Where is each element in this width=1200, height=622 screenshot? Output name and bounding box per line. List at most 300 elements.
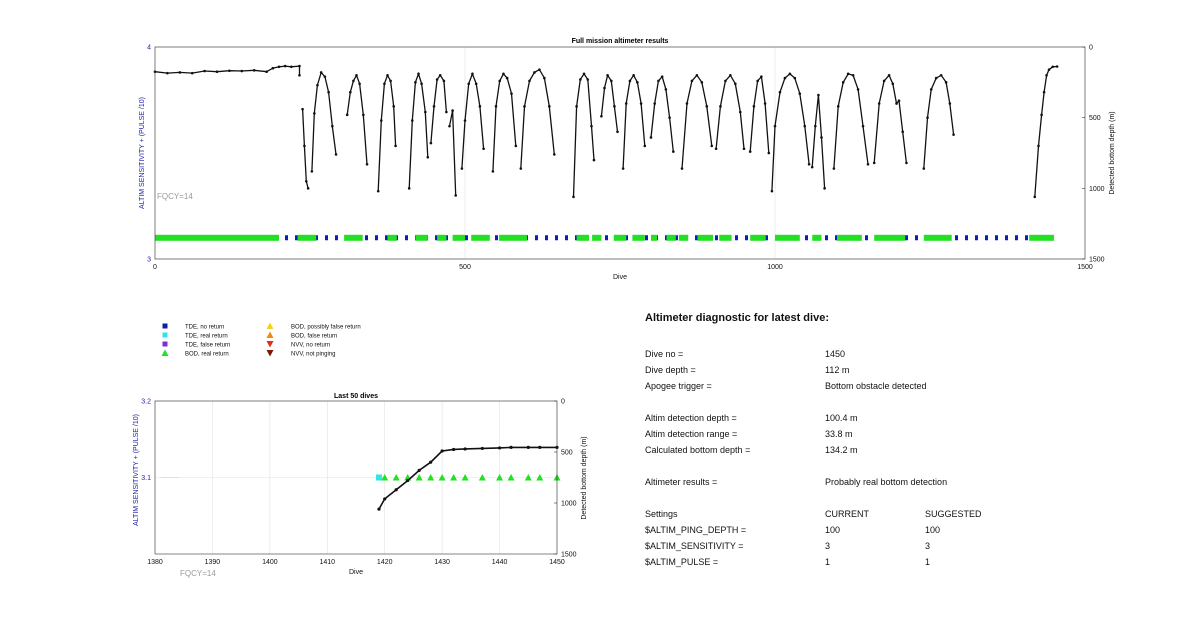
depth-point: [461, 167, 464, 170]
x-tick-label: 1500: [1077, 264, 1093, 271]
depth-point: [358, 82, 361, 85]
depth-point: [657, 80, 660, 83]
status-bod-real-return-segment: [344, 235, 363, 241]
depth-point: [771, 190, 774, 193]
depth-point: [346, 114, 349, 117]
legend-label: TDE, false return: [185, 342, 231, 349]
main-chart-xlabel: Dive: [612, 274, 628, 281]
depth-trace-segment: [601, 75, 617, 132]
depth-point: [538, 446, 541, 449]
status-bod-real-return-segment: [750, 235, 766, 241]
depth-point: [644, 145, 647, 148]
status-bod-real-return-segment: [577, 235, 589, 241]
depth-point: [362, 114, 365, 117]
diag-row-dive-depth: [645, 362, 1185, 378]
depth-point: [386, 74, 389, 77]
depth-point: [543, 77, 546, 80]
depth-point: [719, 105, 722, 108]
depth-point: [509, 446, 512, 449]
depth-point: [784, 77, 787, 80]
depth-point: [241, 70, 244, 73]
status-bod-real-return-segment: [388, 235, 397, 241]
depth-point: [366, 163, 369, 166]
legend-label: BOD, real return: [185, 351, 229, 358]
depth-trace-segment: [1035, 67, 1057, 197]
depth-point: [945, 81, 948, 84]
depth-point: [394, 145, 397, 148]
legend-marker-triangle-up: [267, 323, 274, 330]
depth-point: [253, 69, 256, 72]
small-chart-ylabel: ALTIM SENSITIVITY + (PULSE /10): [133, 414, 140, 526]
depth-point: [414, 81, 417, 84]
depth-point: [1043, 91, 1046, 94]
depth-point: [901, 131, 904, 134]
diag-value: 33.8 m: [825, 429, 853, 439]
main-chart: [139, 38, 1116, 281]
depth-trace-segment: [521, 70, 555, 169]
depth-point: [320, 71, 323, 74]
depth-point: [377, 190, 380, 193]
depth-point: [603, 87, 606, 90]
depth-point: [610, 80, 613, 83]
status-bod-real-return-segment: [1029, 235, 1054, 241]
depth-point: [768, 152, 771, 155]
status-tde-real-return-marker: [376, 475, 382, 481]
depth-point: [760, 75, 763, 78]
depth-point: [492, 170, 495, 173]
small-chart-depth-trace: [377, 446, 558, 511]
depth-point: [862, 125, 865, 128]
depth-point: [905, 162, 908, 165]
depth-trace-segment: [574, 74, 595, 197]
depth-point: [949, 102, 952, 105]
depth-point: [290, 65, 293, 68]
depth-point: [814, 125, 817, 128]
depth-point: [625, 102, 628, 105]
depth-point: [498, 446, 501, 449]
depth-point: [502, 73, 505, 76]
diag-value: 1450: [825, 349, 846, 359]
x-tick-label: 1440: [491, 559, 508, 566]
y2-tick-label: 0: [561, 398, 565, 406]
depth-point: [1033, 196, 1036, 199]
diagnostic-heading: Altimeter diagnostic for latest dive:: [645, 312, 829, 324]
depth-point: [1040, 114, 1043, 117]
depth-point: [883, 80, 886, 83]
x-tick-label: 1380: [147, 559, 163, 566]
depth-point: [495, 105, 498, 108]
depth-point: [433, 105, 436, 108]
depth-point: [691, 80, 694, 83]
y2-tick-label: 1000: [561, 500, 577, 508]
depth-trace-segment: [378, 75, 395, 191]
depth-point: [926, 116, 929, 119]
diag-value: 112 m: [825, 365, 850, 375]
settings-header: Settings: [645, 509, 678, 519]
depth-point: [272, 67, 275, 70]
depth-point: [408, 187, 411, 190]
depth-point: [895, 102, 898, 105]
main-chart-y2label: Detected bottom depth (m): [1109, 111, 1116, 195]
small-chart-fqcy-annotation: FQCY=14: [180, 569, 216, 578]
depth-point: [681, 167, 684, 170]
small-chart: [133, 393, 588, 578]
depth-point: [823, 187, 826, 190]
depth-point: [867, 163, 870, 166]
depth-point: [833, 167, 836, 170]
depth-point: [710, 145, 713, 148]
depth-point: [498, 80, 501, 83]
x-tick-label: 500: [459, 264, 471, 271]
depth-point: [579, 78, 582, 81]
y2-tick-label: 500: [1089, 115, 1101, 123]
depth-point: [686, 102, 689, 105]
settings-current: 100: [825, 525, 841, 535]
depth-point: [852, 74, 855, 77]
depth-point: [523, 105, 526, 108]
settings-current: 3: [825, 541, 831, 551]
legend-label: NVV, no return: [291, 342, 331, 349]
y-tick-label: 3: [147, 256, 151, 264]
y-tick-label: 3.2: [141, 398, 151, 406]
depth-point: [278, 65, 281, 68]
main-chart-title: Full mission altimeter results: [571, 38, 669, 45]
small-chart-y2label: Detected bottom depth (m): [581, 436, 588, 520]
diag-row-apogee-trigger: [645, 378, 1185, 394]
depth-point: [284, 65, 287, 68]
depth-point: [429, 461, 432, 464]
depth-point: [311, 170, 314, 173]
depth-trace-segment: [493, 74, 516, 171]
depth-point: [590, 125, 593, 128]
status-bod-real-return-segment: [592, 235, 601, 241]
status-bod-real-return-segment: [812, 235, 821, 241]
depth-trace-segment: [682, 75, 712, 168]
depth-point: [179, 71, 182, 74]
depth-point: [764, 102, 767, 105]
depth-point: [923, 167, 926, 170]
depth-trace-segment: [834, 74, 868, 169]
depth-point: [799, 92, 802, 95]
diag-label: Calculated bottom depth =: [645, 445, 751, 455]
depth-point: [873, 162, 876, 165]
depth-point: [935, 77, 938, 80]
depth-point: [808, 163, 811, 166]
depth-point: [298, 74, 301, 77]
depth-point: [672, 150, 675, 153]
x-tick-label: 0: [153, 264, 157, 271]
depth-point: [779, 91, 782, 94]
status-bod-real-return-segment: [632, 235, 644, 241]
depth-point: [349, 91, 352, 94]
depth-point: [441, 449, 444, 452]
depth-point: [892, 82, 895, 85]
y2-tick-label: 1000: [1089, 185, 1105, 193]
main-chart-depth-trace: [154, 65, 1059, 198]
depth-point: [650, 136, 653, 139]
depth-point: [324, 75, 327, 78]
depth-point: [857, 88, 860, 91]
legend: [162, 323, 361, 358]
x-tick-label: 1420: [376, 559, 393, 566]
depth-point: [471, 73, 474, 76]
depth-point: [392, 105, 395, 108]
depth-point: [1051, 65, 1054, 68]
depth-point: [538, 68, 541, 71]
diag-value: Probably real bottom detection: [825, 477, 948, 487]
depth-point: [389, 80, 392, 83]
depth-point: [380, 119, 383, 122]
legend-label: TDE, real return: [185, 333, 228, 340]
depth-point: [228, 69, 231, 72]
depth-point: [837, 105, 840, 108]
depth-point: [622, 167, 625, 170]
depth-point: [952, 133, 955, 136]
diag-label: Altim detection range =: [645, 429, 738, 439]
y2-tick-label: 500: [561, 449, 573, 457]
status-bod-real-return-segment: [298, 235, 317, 241]
depth-point: [616, 131, 619, 134]
status-bod-real-return-segment: [471, 235, 490, 241]
depth-point: [436, 78, 439, 81]
depth-point: [520, 167, 523, 170]
depth-point: [1045, 74, 1048, 77]
diag-row-altimeter-results: [645, 474, 1185, 490]
depth-point: [527, 446, 530, 449]
status-bod-real-return-segment: [155, 235, 279, 241]
depth-point: [575, 105, 578, 108]
diag-value: Bottom obstacle detected: [825, 381, 927, 391]
depth-point: [203, 70, 206, 73]
depth-trace-segment: [312, 72, 336, 171]
main-chart-status-bars: [155, 235, 1054, 241]
depth-point: [510, 92, 513, 95]
depth-point: [888, 74, 891, 77]
x-tick-label: 1410: [319, 559, 336, 566]
depth-point: [335, 153, 338, 156]
depth-point: [454, 194, 457, 197]
small-chart-title: Last 50 dives: [334, 393, 378, 400]
depth-trace-segment: [347, 75, 367, 164]
y-tick-label: 3.1: [141, 475, 151, 482]
depth-point: [586, 78, 589, 81]
status-bod-real-return-segment: [698, 235, 714, 241]
depth-point: [464, 119, 467, 122]
depth-point: [515, 145, 518, 148]
depth-point: [352, 80, 355, 83]
status-bod-real-return-segment: [614, 235, 626, 241]
depth-point: [743, 147, 746, 150]
depth-trace-segment: [772, 74, 809, 191]
status-bod-real-return-segment: [874, 235, 905, 241]
small-chart-xlabel: Dive: [348, 569, 364, 576]
depth-trace-segment: [303, 109, 309, 188]
depth-point: [729, 74, 732, 77]
depth-point: [724, 80, 727, 83]
diag-label: Dive depth =: [645, 365, 696, 375]
depth-point: [583, 73, 586, 76]
depth-point: [451, 109, 454, 112]
depth-trace-segment: [750, 77, 769, 153]
depth-point: [613, 105, 616, 108]
depth-point: [265, 70, 268, 73]
settings-current: 1: [825, 557, 831, 567]
diag-row-detection-range: [645, 426, 1185, 442]
depth-point: [298, 65, 301, 68]
depth-point: [632, 74, 635, 77]
depth-point: [316, 84, 319, 87]
depth-point: [445, 111, 448, 114]
depth-point: [548, 105, 551, 108]
depth-point: [898, 99, 901, 102]
depth-point: [753, 105, 756, 108]
depth-point: [636, 81, 639, 84]
depth-trace-segment: [155, 66, 300, 75]
legend-marker-triangle-up: [162, 350, 169, 357]
depth-point: [448, 125, 451, 128]
depth-point: [424, 111, 427, 114]
settings-current-header: CURRENT: [825, 509, 869, 519]
settings-header-row: [645, 506, 1185, 522]
settings-label: $ALTIM_PULSE =: [645, 557, 719, 567]
status-bod-real-return-segment: [437, 235, 446, 241]
status-bod-real-return-segment: [651, 235, 657, 241]
diag-row-detection-depth: [645, 410, 1185, 426]
diag-value: 134.2 m: [825, 445, 858, 455]
legend-label: TDE, no return: [185, 324, 225, 331]
depth-point: [464, 447, 467, 450]
depth-point: [696, 74, 699, 77]
depth-trace-segment: [431, 75, 447, 143]
depth-point: [313, 112, 316, 115]
depth-point: [842, 81, 845, 84]
depth-point: [481, 447, 484, 450]
x-tick-label: 1400: [262, 559, 278, 566]
depth-point: [383, 497, 386, 500]
diag-label: Dive no =: [645, 349, 684, 359]
depth-point: [593, 159, 596, 162]
legend-label: BOD, false return: [291, 333, 338, 340]
settings-row-sensitivity: [645, 538, 1185, 554]
depth-point: [452, 448, 455, 451]
depth-point: [803, 125, 806, 128]
status-bod-real-return-segment: [679, 235, 688, 241]
status-bod-real-return-segment: [499, 235, 527, 241]
depth-point: [606, 74, 609, 77]
depth-point: [774, 125, 777, 128]
diag-label: Altimeter results =: [645, 477, 718, 487]
depth-point: [303, 145, 306, 148]
depth-point: [878, 102, 881, 105]
depth-trace-segment: [450, 111, 456, 196]
settings-label: $ALTIM_SENSITIVITY =: [645, 541, 744, 551]
depth-trace-segment: [623, 75, 645, 168]
settings-suggested: 1: [925, 557, 931, 567]
depth-point: [528, 80, 531, 83]
depth-point: [756, 80, 759, 83]
status-bod-real-return-segment: [415, 235, 427, 241]
depth-point: [355, 74, 358, 77]
depth-trace-segment: [409, 74, 428, 188]
depth-point: [1048, 68, 1051, 71]
depth-point: [475, 82, 478, 85]
depth-point: [734, 82, 737, 85]
depth-point: [789, 73, 792, 76]
x-tick-label: 1000: [767, 264, 783, 271]
legend-marker-triangle-down: [267, 350, 274, 357]
depth-point: [418, 469, 421, 472]
depth-point: [377, 508, 380, 511]
depth-point: [640, 102, 643, 105]
main-chart-frame: [155, 47, 1085, 259]
depth-point: [706, 105, 709, 108]
settings-suggested: 3: [925, 541, 931, 551]
depth-point: [715, 147, 718, 150]
x-tick-label: 1430: [434, 559, 450, 566]
settings-row-pulse: [645, 554, 1185, 570]
main-chart-grid: [155, 47, 1085, 259]
legend-marker-triangle-down: [267, 341, 274, 348]
depth-point: [383, 82, 386, 85]
settings-suggested: 100: [925, 525, 941, 535]
depth-point: [653, 102, 656, 105]
diag-value: 100.4 m: [825, 413, 858, 423]
depth-trace-segment: [651, 77, 673, 152]
depth-point: [166, 72, 169, 75]
depth-point: [411, 119, 414, 122]
legend-marker-square: [163, 342, 168, 347]
main-chart-ylabel: ALTIM SENSITIVITY + (PULSE /10): [139, 97, 146, 209]
depth-point: [439, 74, 442, 77]
y2-tick-label: 0: [1089, 44, 1093, 52]
depth-trace-segment: [924, 75, 954, 168]
depth-point: [817, 94, 820, 97]
depth-point: [305, 180, 308, 183]
settings-row-ping-depth: [645, 522, 1185, 538]
depth-point: [1056, 65, 1059, 68]
diag-row-bottom-depth: [645, 442, 1185, 458]
depth-point: [443, 80, 446, 83]
depth-point: [417, 73, 420, 76]
depth-point: [533, 71, 536, 74]
depth-point: [629, 80, 632, 83]
status-bod-real-return-segment: [453, 235, 465, 241]
diag-row-dive-no: [645, 346, 1185, 362]
depth-point: [307, 187, 310, 190]
small-chart-grid: [155, 401, 557, 554]
depth-point: [553, 153, 556, 156]
legend-marker-triangle-up: [267, 332, 274, 339]
depth-point: [327, 91, 330, 94]
depth-point: [301, 108, 304, 111]
settings-suggested-header: SUGGESTED: [925, 509, 982, 519]
depth-point: [216, 70, 219, 73]
status-bod-real-return-segment: [719, 235, 731, 241]
legend-marker-square: [163, 333, 168, 338]
diagnostic-panel: [645, 312, 1185, 570]
depth-trace-segment: [812, 95, 824, 188]
depth-point: [395, 488, 398, 491]
depth-point: [430, 142, 433, 145]
depth-point: [406, 479, 409, 482]
main-chart-fqcy-annotation: FQCY=14: [157, 192, 193, 201]
status-bod-real-return-segment: [667, 235, 676, 241]
status-bod-real-return-segment: [924, 235, 952, 241]
y-tick-label: 4: [147, 44, 151, 52]
depth-trace-segment: [874, 75, 906, 163]
x-tick-label: 1450: [549, 559, 565, 566]
depth-point: [420, 82, 423, 85]
